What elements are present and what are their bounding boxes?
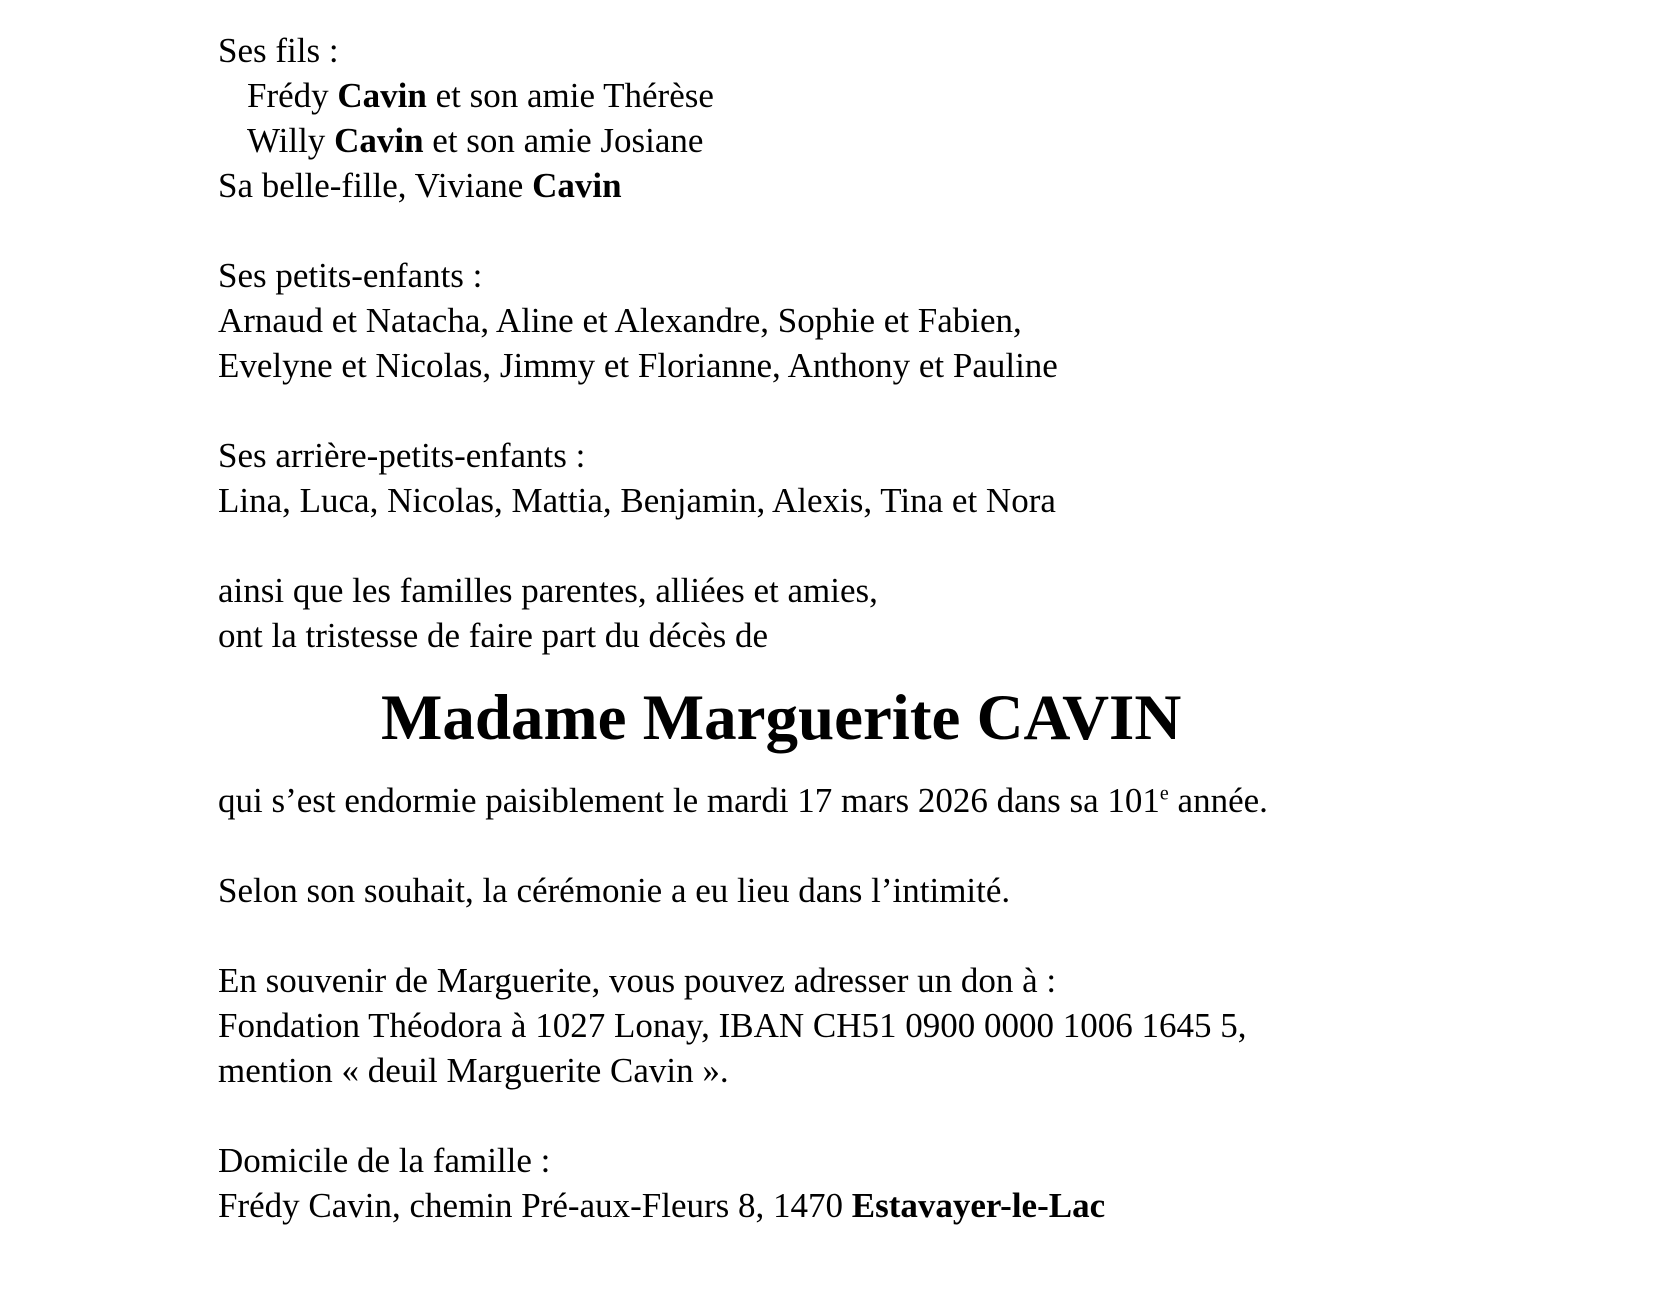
ceremony-line: Selon son souhait, la cérémonie a eu lieu dans l’intimité. [218, 871, 1011, 910]
spacer [218, 388, 1618, 433]
announcement-line: ainsi que les familles parentes, alliées et amies, [218, 571, 878, 610]
son-partner: et son amie Thérèse [426, 76, 714, 115]
daughter-in-law-prefix: Sa belle-fille, Viviane [218, 166, 533, 205]
son-first-name: Willy [247, 121, 335, 160]
passing-line [218, 778, 1618, 823]
sons-heading: Ses fils : [218, 31, 339, 70]
donation-line: En souvenir de Marguerite, vous pouvez adresser un don à : [218, 961, 1057, 1000]
domicile-heading: Domicile de la famille : [218, 1141, 551, 1180]
spacer [218, 1093, 1618, 1138]
spacer [218, 823, 1618, 868]
son-surname: Cavin [334, 121, 424, 160]
deceased-name: Madame Marguerite CAVIN [381, 682, 1182, 754]
spacer [218, 523, 1618, 568]
passing-text: qui s’est endormie paisiblement le mardi 17 mars 2026 dans sa 101 [218, 781, 1160, 820]
spacer [218, 208, 1618, 253]
domicile-town: Estavayer-le-Lac [851, 1186, 1106, 1225]
son-line-willy [218, 118, 1618, 163]
grandchildren-line: Evelyne et Nicolas, Jimmy et Florianne, Anthony et Pauline [218, 346, 1058, 385]
ordinal-suffix: e [1159, 782, 1169, 805]
spacer [218, 913, 1618, 958]
donation-line: Fondation Théodora à 1027 Lonay, IBAN CH51 0900 0000 1006 1645 5, [218, 1006, 1247, 1045]
daughter-in-law-surname: Cavin [532, 166, 622, 205]
grandchildren-heading: Ses petits-enfants : [218, 256, 483, 295]
donation-line: mention « deuil Marguerite Cavin ». [218, 1051, 729, 1090]
obituary-text [218, 28, 1618, 1228]
son-surname: Cavin [337, 76, 427, 115]
domicile-address [218, 1183, 1618, 1228]
announcement-line: ont la tristesse de faire part du décès de [218, 616, 769, 655]
great-grandchildren-heading: Ses arrière-petits-enfants : [218, 436, 586, 475]
passing-text-end: année. [1168, 781, 1268, 820]
son-partner: et son amie Josiane [423, 121, 704, 160]
son-first-name: Frédy [247, 76, 338, 115]
daughter-in-law-line [218, 163, 1618, 208]
domicile-street: Frédy Cavin, chemin Pré-aux-Fleurs 8, 1470 [218, 1186, 852, 1225]
son-line-fredy [218, 73, 1618, 118]
great-grandchildren-line: Lina, Luca, Nicolas, Mattia, Benjamin, Alexis, Tina et Nora [218, 481, 1056, 520]
grandchildren-line: Arnaud et Natacha, Aline et Alexandre, Sophie et Fabien, [218, 301, 1022, 340]
